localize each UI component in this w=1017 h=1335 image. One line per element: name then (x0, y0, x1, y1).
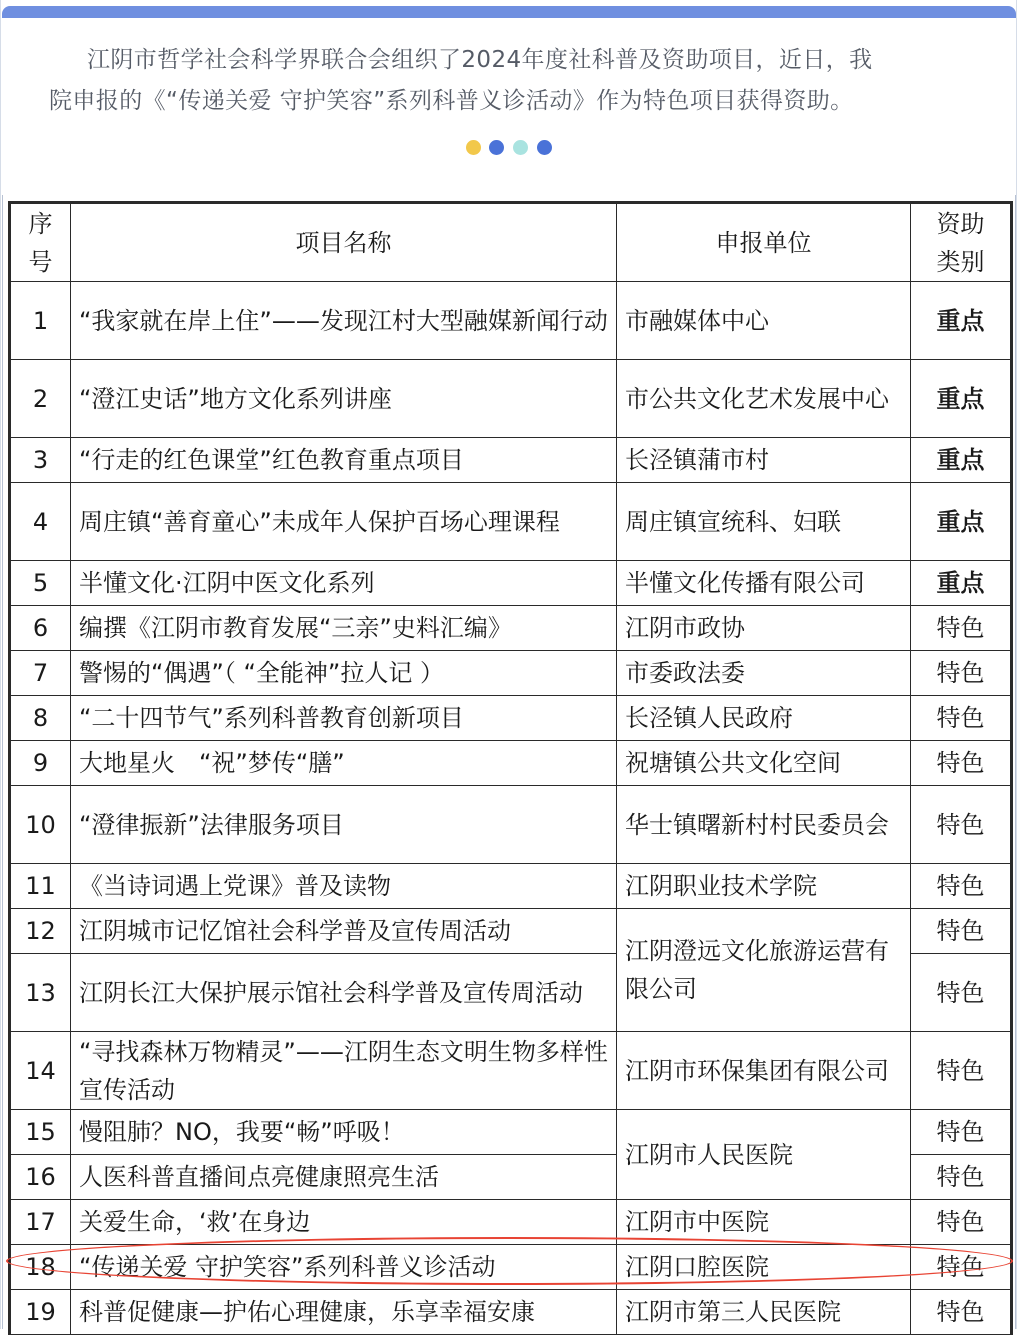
row-unit: 华士镇曙新村村民委员会 (617, 786, 911, 864)
table-header-row (10, 203, 1012, 282)
row-unit: 江阴市政协 (617, 606, 911, 651)
table-row-highlighted (10, 1245, 1012, 1290)
table-row (10, 561, 1012, 606)
table-row (10, 786, 1012, 864)
row-type: 特色 (911, 786, 1012, 864)
table-row (10, 606, 1012, 651)
dot-yellow-icon (466, 140, 481, 155)
row-type: 特色 (911, 954, 1012, 1032)
header-no (10, 203, 71, 282)
row-project-name: “澄律振新”法律服务项目 (71, 786, 617, 864)
row-unit: 祝塘镇公共文化空间 (617, 741, 911, 786)
row-project-name: 警惕的“偶遇”（ “全能神”拉人记 ） (71, 651, 617, 696)
row-no: 8 (10, 696, 71, 741)
row-no: 13 (10, 954, 71, 1032)
row-type: 特色 (911, 1155, 1012, 1200)
table-row (10, 360, 1012, 438)
intro-line-1: 江阴市哲学社会科学界联合会组织了2024年度社科普及资助项目，近日，我 (87, 47, 873, 73)
dot-teal-icon (513, 140, 528, 155)
row-no: 19 (10, 1290, 71, 1335)
table-row (10, 1200, 1012, 1245)
row-type: 特色 (911, 696, 1012, 741)
table-row (10, 282, 1012, 360)
row-project-name: “行走的红色课堂”红色教育重点项目 (71, 438, 617, 483)
table-row (10, 1110, 1012, 1155)
row-type: 特色 (911, 909, 1012, 954)
row-no: 10 (10, 786, 71, 864)
table-row (10, 1290, 1012, 1335)
row-project-name: 编撰《江阴市教育发展“三亲”史料汇编》 (71, 606, 617, 651)
row-project-name: 周庄镇“善育童心”未成年人保护百场心理课程 (71, 483, 617, 561)
row-project-name: 《当诗词遇上党课》普及读物 (71, 864, 617, 909)
table-row (10, 438, 1012, 483)
table-row (10, 1032, 1012, 1110)
accent-top-bar (2, 6, 1016, 18)
row-no: 5 (10, 561, 71, 606)
dot-blue-icon (489, 140, 504, 155)
intro-line-2: 院申报的《“传递关爱 守护笑容”系列科普义诊活动》作为特色项目获得资助。 (49, 88, 854, 114)
row-unit: 江阴口腔医院 (617, 1245, 911, 1290)
row-no: 1 (10, 282, 71, 360)
dot-blue-icon (537, 140, 552, 155)
row-no: 18 (10, 1245, 71, 1290)
row-type: 特色 (911, 864, 1012, 909)
row-no: 9 (10, 741, 71, 786)
row-no: 12 (10, 909, 71, 954)
funding-table (8, 201, 1013, 1335)
header-type-line2: 类别 (936, 247, 985, 276)
table-row (10, 651, 1012, 696)
row-no: 16 (10, 1155, 71, 1200)
row-project-name: “二十四节气”系列科普教育创新项目 (71, 696, 617, 741)
row-unit: 长泾镇蒲市村 (617, 438, 911, 483)
row-type: 特色 (911, 741, 1012, 786)
header-type (911, 203, 1012, 282)
row-no: 6 (10, 606, 71, 651)
row-type: 特色 (911, 651, 1012, 696)
row-unit: 半懂文化传播有限公司 (617, 561, 911, 606)
row-project-name: “澄江史话”地方文化系列讲座 (71, 360, 617, 438)
header-no-line1: 序 (28, 209, 53, 238)
header-name: 项目名称 (71, 203, 617, 282)
row-no: 15 (10, 1110, 71, 1155)
row-unit: 市融媒体中心 (617, 282, 911, 360)
row-unit: 长泾镇人民政府 (617, 696, 911, 741)
header-unit: 申报单位 (617, 203, 911, 282)
row-project-name: 半懂文化·江阴中医文化系列 (71, 561, 617, 606)
row-no: 11 (10, 864, 71, 909)
row-project-name: 科普促健康—护佑心理健康，乐享幸福安康 (71, 1290, 617, 1335)
row-project-name: 江阴城市记忆馆社会科学普及宣传周活动 (71, 909, 617, 954)
row-project-name: “我家就在岸上住”——发现江村大型融媒新闻行动 (71, 282, 617, 360)
row-unit: 市委政法委 (617, 651, 911, 696)
row-unit: 江阴职业技术学院 (617, 864, 911, 909)
row-no: 7 (10, 651, 71, 696)
row-unit-merged: 江阴市人民医院 (617, 1110, 911, 1200)
table-row (10, 741, 1012, 786)
row-no: 4 (10, 483, 71, 561)
row-project-name: 大地星火 “祝”梦传“膳” (71, 741, 617, 786)
row-project-name: 关爱生命，‘救’在身边 (71, 1200, 617, 1245)
row-unit: 周庄镇宣统科、妇联 (617, 483, 911, 561)
row-no: 17 (10, 1200, 71, 1245)
row-unit: 江阴市中医院 (617, 1200, 911, 1245)
row-unit: 江阴市环保集团有限公司 (617, 1032, 911, 1110)
header-no-line2: 号 (28, 247, 53, 276)
row-no: 14 (10, 1032, 71, 1110)
row-type: 特色 (911, 1200, 1012, 1245)
row-unit: 江阴市第三人民医院 (617, 1290, 911, 1335)
row-project-name: 慢阻肺？NO，我要“畅”呼吸！ (71, 1110, 617, 1155)
left-divider (2, 195, 3, 1329)
row-project-name: 江阴长江大保护展示馆社会科学普及宣传周活动 (71, 954, 617, 1032)
row-unit: 市公共文化艺术发展中心 (617, 360, 911, 438)
row-unit-merged: 江阴澄远文化旅游运营有限公司 (617, 909, 911, 1032)
table-row (10, 864, 1012, 909)
row-no: 3 (10, 438, 71, 483)
row-project-name: 人医科普直播间点亮健康照亮生活 (71, 1155, 617, 1200)
row-type: 特色 (911, 1245, 1012, 1290)
row-type: 重点 (911, 282, 1012, 360)
right-divider (1015, 195, 1016, 1329)
row-type: 特色 (911, 1290, 1012, 1335)
header-type-line1: 资助 (936, 209, 985, 238)
row-no: 2 (10, 360, 71, 438)
row-project-name: “寻找森林万物精灵”——江阴生态文明生物多样性宣传活动 (71, 1032, 617, 1110)
row-type: 重点 (911, 438, 1012, 483)
row-type: 重点 (911, 561, 1012, 606)
table-row (10, 909, 1012, 954)
table-row (10, 696, 1012, 741)
intro-paragraph (49, 40, 979, 122)
row-type: 特色 (911, 1110, 1012, 1155)
table-row (10, 483, 1012, 561)
row-type: 特色 (911, 1032, 1012, 1110)
row-type: 特色 (911, 606, 1012, 651)
row-project-name: “传递关爱 守护笑容”系列科普义诊活动 (71, 1245, 617, 1290)
row-type: 重点 (911, 483, 1012, 561)
row-type: 重点 (911, 360, 1012, 438)
